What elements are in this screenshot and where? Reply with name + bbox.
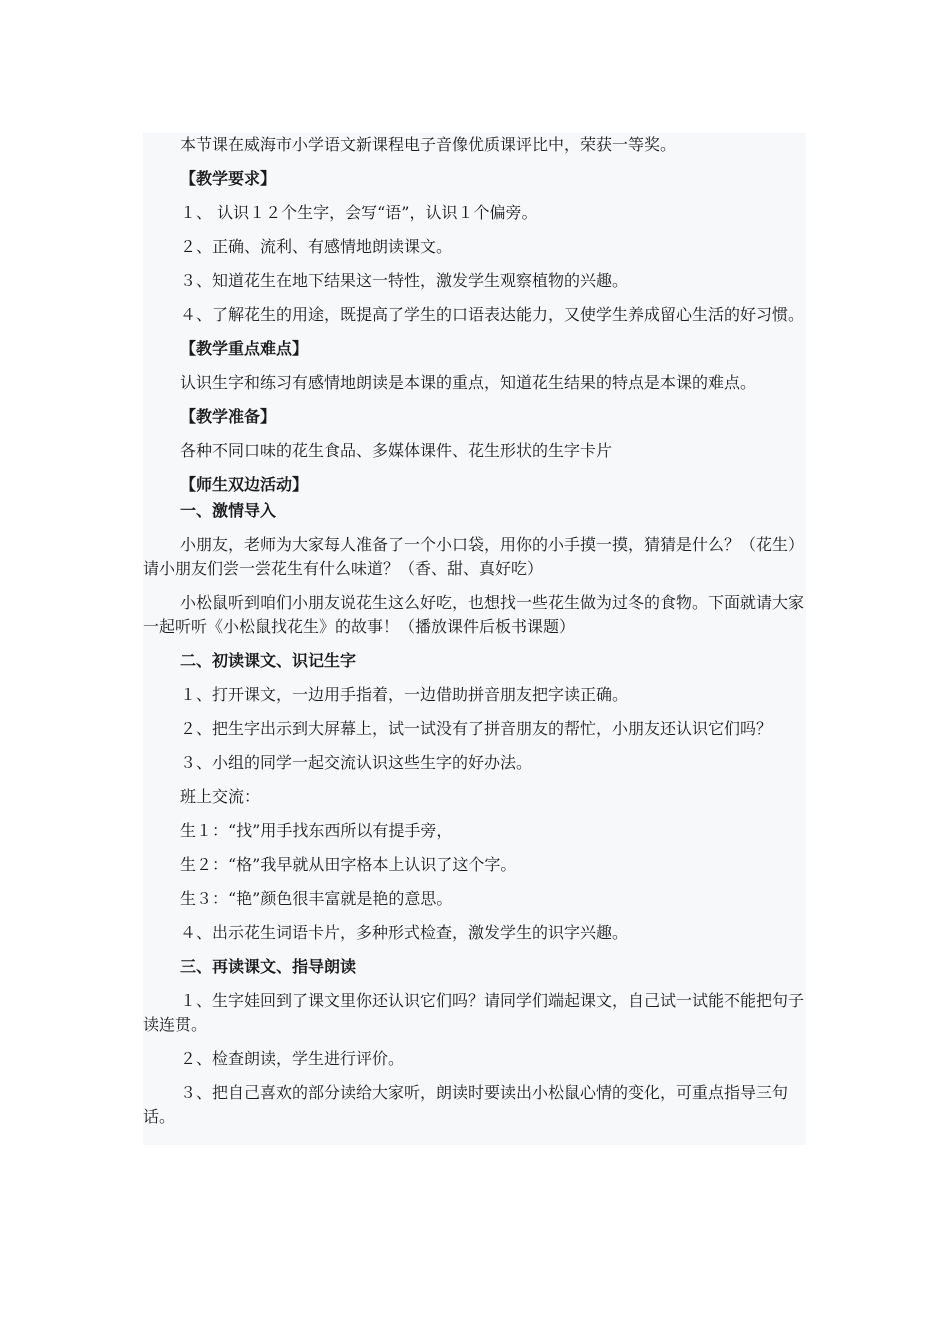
requirement-item: ３、知道花生在地下结果这一特性，激发学生观察植物的兴趣。 <box>180 271 629 290</box>
requirement-item: ４、了解花生的用途，既提高了学生的口语表达能力，又使学生养成留心生活的好习惯。 <box>180 305 805 324</box>
subsection-heading-rereading: 三、再读课文、指导朗读 <box>180 957 357 976</box>
activity-item: ４、出示花生词语卡片，多种形式检查，激发学生的识字兴趣。 <box>180 923 629 942</box>
requirement-item: ２、正确、流利、有感情地朗读课文。 <box>180 237 453 256</box>
requirement-item: １、 认识１２个生字，会写“语”，认识１个偏旁。 <box>180 203 538 222</box>
subsection-heading-first-reading: 二、初读课文、识记生字 <box>180 651 357 670</box>
section-heading-key-points: 【教学重点难点】 <box>180 339 309 358</box>
activity-item: １、打开课文，一边用手指着，一边借助拼音朋友把字读正确。 <box>180 685 629 704</box>
section-heading-requirements: 【教学要求】 <box>180 169 277 188</box>
key-points-paragraph: 认识生字和练习有感情地朗读是本课的重点，知道花生结果的特点是本课的难点。 <box>180 373 757 392</box>
subsection-heading-intro: 一、激情导入 <box>180 501 277 520</box>
lesson-plan-content <box>143 133 806 1145</box>
activity-item: ３、小组的同学一起交流认识这些生字的好办法。 <box>180 753 533 772</box>
activity-item: １、生字娃回到了课文里你还认识它们吗？请同学们端起课文，自己试一试能不能把句子读连贯。 <box>143 991 805 1034</box>
intro-paragraph: 本节课在威海市小学语文新课程电子音像优质课评比中，荣获一等奖。 <box>180 135 677 154</box>
activity-item: ２、检查朗读，学生进行评价。 <box>180 1049 405 1068</box>
section-heading-preparation: 【教学准备】 <box>180 407 277 426</box>
student-response: 生２：“格”我早就从田字格本上认识了这个字。 <box>180 855 517 874</box>
activity-item: 班上交流： <box>180 787 261 806</box>
student-response: 生３：“艳”颜色很丰富就是艳的意思。 <box>180 889 453 908</box>
activity-item: ３、把自己喜欢的部分读给大家听，朗读时要读出小松鼠心情的变化，可重点指导三句话。 <box>143 1083 789 1126</box>
activity-item: ２、把生字出示到大屏幕上，试一试没有了拼音朋友的帮忙，小朋友还认识它们吗？ <box>180 719 773 738</box>
student-response: 生１：“找”用手找东西所以有提手旁， <box>180 821 453 840</box>
section-heading-activities: 【师生双边活动】 <box>180 475 309 494</box>
activity-paragraph: 小朋友，老师为大家每人准备了一个小口袋，用你的小手摸一摸，猜猜是什么？（花生）请小朋友们尝一尝花生有什么味道？（香、甜、真好吃） <box>143 535 805 578</box>
activity-paragraph: 小松鼠听到咱们小朋友说花生这么好吃，也想找一些花生做为过冬的食物。下面就请大家一起听听《小松鼠找花生》的故事！（播放课件后板书课题） <box>143 593 805 636</box>
preparation-paragraph: 各种不同口味的花生食品、多媒体课件、花生形状的生字卡片 <box>180 441 613 460</box>
